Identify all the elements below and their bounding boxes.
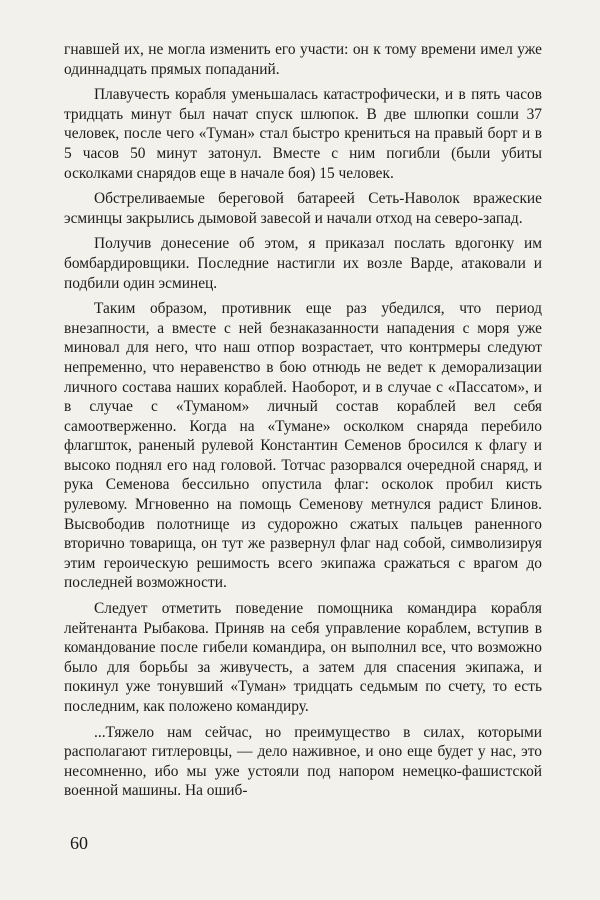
paragraph-shelling: Обстреливаемые береговой батареей Сеть-Наволок вражеские эсминцы закрылись дымовой завесой и начали отход на северо-запад. <box>64 190 542 227</box>
paragraph-hard-times: ...Тяжело нам сейчас, но преимущество в силах, которыми располагают гитлеровцы, — дело наживное, и оно еще будет у нас, это несомненно, ибо мы уже устояли под напором немецко-фашистской военной машины. На ошиб- <box>64 723 542 800</box>
paragraph-buoyancy: Плавучесть корабля уменьшалась катастрофически, и в пять часов тридцать минут был начат спуск шлюпок. В две шлюпки сошли 37 человек, после чего «Туман» стал быстро крениться на правый борт и в 5 часов 50 минут затонул. Вместе с ним погибли (были убиты осколками снарядов еще в начале боя) 15 человек. <box>64 86 542 182</box>
paragraph-rybakov: Следует отметить поведение помощника командира корабля лейтенанта Рыбакова. Приняв на себя управление кораблем, вступив в командование после гибели командира, он выполнил все, что возможно было для борьбы за живучесть, а затем для спасения экипажа, и покинул уже тонувший «Туман» тридцать седьмым по счету, то есть последним, как положено командиру. <box>64 600 542 715</box>
body-text <box>64 40 542 807</box>
paragraph-enemy-convinced: Таким образом, противник еще раз убедился, что период внезапности, а вместе с ней безнаказанности нападения с моря уже миновал для него, что наш отпор возрастает, что контрмеры следуют непременно, что неравенство в бою отнюдь не ведет к деморализации личного состава наших кораблей. Наоборот, и в случае с «Пассатом», и в случае с «Туманом» личный состав кораблей вел себя самоотверженно. Когда на «Тумане» осколком снаряда перебило флагшток, раненый рулевой Константин Семенов бросился к флагу и высоко поднял его над головой. Тотчас разорвался очередной снаряд, и рука Семенова бессильно опустила флаг: осколок пробил кисть рулевому. Мгновенно на помощь Семенову метнулся радист Блинов. Высвободив полотнище из судорожно сжатых пальцев раненного вторично товарища, он тут же развернул флаг над собой, символизируя этим героическую решимость всего экипажа сражаться с врагом до последней возможности. <box>64 300 542 592</box>
paragraph-continuation: гнавшей их, не могла изменить его участи: он к тому времени имел уже одиннадцать прямых попаданий. <box>64 41 542 78</box>
paragraph-bombers: Получив донесение об этом, я приказал послать вдогонку им бомбардировщики. Последние настигли их возле Варде, атаковали и подбили один эсминец. <box>64 235 542 292</box>
page-number: 60 <box>70 833 88 853</box>
